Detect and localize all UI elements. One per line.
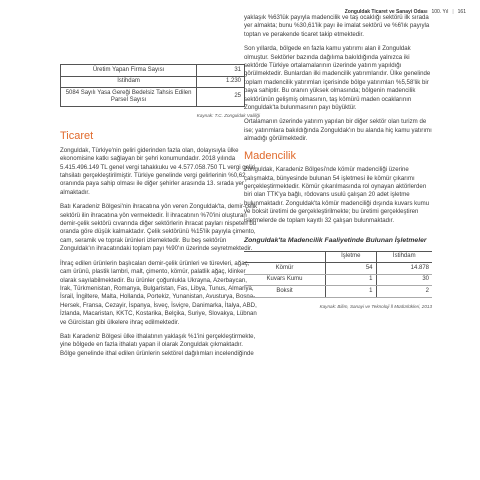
table-header: İstihdam [376, 251, 432, 263]
header-years: 100. Yıl [431, 9, 449, 15]
table-cell-employment: 14.878 [376, 263, 432, 275]
right-column [244, 14, 432, 323]
table-cell-value: 31 [197, 65, 245, 77]
table-cell-firms: 1 [326, 286, 377, 298]
table-row [244, 274, 432, 286]
table-cell-label: 5084 Sayılı Yasa Gereği Bedelsiz Tahsis Edilen Parsel Sayısı [61, 88, 197, 107]
table-cell-value: 25 [197, 88, 245, 107]
section-heading-ticaret: Ticaret [60, 130, 94, 143]
header-title: Zonguldak Ticaret ve Sanayi Odası [344, 9, 428, 15]
table-row [61, 76, 245, 88]
osb-stats-table [60, 64, 245, 107]
table-header: İşletme [326, 251, 377, 263]
paragraph: Zonguldak, Türkiye'nin geliri giderinden fazla olan, dolayısıyla ülke ekonomisine katkı sağlayan bir şehri konumundadır. 2018 yılında 5.415.496.149 TL genel vergi tahakkuku ve 4.577.058.750 TL vergi geliri tahsilatı gerçekleştirilmiştir. Türkiye genelinde vergi gelirlerinin %0,62 oranında paya sahip olması ile diğer şehirler arasında 13. sırada yer almaktadır. [60, 146, 256, 196]
table-row [244, 263, 432, 275]
left-column [60, 14, 260, 364]
table-header-row [244, 251, 432, 263]
table-cell-firms: 1 [326, 274, 377, 286]
table-header [244, 251, 326, 263]
paragraph: Batı Karadeniz Bölgesi'nin ihracatına yön veren Zonguldak'ta, demir-çelik sektörü ilin ihracatına yön vermektedir. İl ihracatının %70'ini oluşturan demir-çelik sektörü cıvarında diğer sektörlerin ihracat payları nispeten bu oranda göre düşük kalmaktadır. Çelik sektörünü %15'lik payıyla çimento, cam, seramik ve toprak ürünleri izlemektedir. Bu beş sektörün Zonguldak'ın ihracatındaki toplam payı %90'ın üzerinde seyretmektedir. [60, 203, 258, 253]
table-cell-employment: 2 [376, 286, 432, 298]
table-source: Kaynak: T.C. Zonguldak Valiliği [196, 113, 260, 118]
table-cell-name: Kömür [244, 263, 326, 275]
table-row [61, 88, 245, 107]
table-cell-name: Boksit [244, 286, 326, 298]
paragraph: Son yıllarda, bölgede en fazla kamu yatırımı alan il Zonguldak olmuştur. Sektörler bazında dağılıma bakıldığında yalnızca iki sektörde Türkiye ortalamalarının üzerinde yatırım yapıldığı görülmektedir. Bunlardan ilki madencilik yatırımlarıdır. Ülke genelinde toplam madencilik yatırımları içerisinde bölge yatırımları %5,58'lik bir paya sahiptir. Bu oranın yüksek olmasında; bölgenin madencilik sektörünün gelişmiş olmasının, taş kömürü maden ocaklarının Zonguldak'ta bulunmasının payı büyüktür. [244, 45, 431, 112]
table-cell-value: 1.230 [197, 76, 245, 88]
mining-table [244, 251, 432, 298]
table-row [244, 286, 432, 298]
mining-table-source: Kaynak: Bilim, Sanayi ve Teknoloji İl Müdürlükleri, 2013 [319, 303, 432, 309]
paragraph: yaklaşık %63'lük payıyla madencilik ve taş ocaklığı sektörü ilk sırada yer almakta; bunu %30,61'lik payı ile imalat sektörü ve %6'lık payıyla toptan ve perakende ticaret takip etmektedir. [244, 14, 430, 38]
section-heading-madencilik: Madencilik [244, 149, 296, 162]
header-separator: | [452, 9, 454, 15]
page-number: 161 [457, 9, 466, 15]
mining-table-title: Zonguldak'ta Madencilik Faaliyetinde Bulunan İşletmeler [244, 236, 427, 244]
paragraph: İhraç edilen ürünlerin başlıcaları demir-çelik ürünleri ve türevleri, ağaç, cam ürünü, plastik lambri, malt, çimento, kömür, palatlik ağaç, klinker olarak sayılabilmektedir. Bu ürünler çoğunlukla Ukrayna, Azerbaycan, Irak, Türkmenistan, Romanya, Bulgaristan, Fas, Libya, Tunus, Almanya, İsrail, İngiltere, Malta, Hollanda, Portekiz, Yunanistan, Avusturya, Bosna-Hersek, Fransa, Cezayir, İspanya, İsveç, İsviçre, Danimarka, İtalya, ABD, İzlanda, Macaristan, KKTC, Kostarika, Belçika, Suriye, Slovakya, Lübnan ve Gürcistan gibi ülkelere ihraç edilmektedir. [60, 259, 257, 326]
table-cell-name: Kuvars Kumu [244, 274, 326, 286]
table-row [61, 65, 245, 77]
table-cell-firms: 54 [326, 263, 377, 275]
table-cell-label: Üretim Yapan Firma Sayısı [61, 65, 197, 77]
paragraph: Batı Karadeniz Bölgesi ülke ithalatının yaklaşık %1'ini gerçekleştirmekte, yine bölgede en fazla ithalatı yapan il olarak Zonguldak çıkmaktadır. Bölge genelinde ithal edilen ürünlerin sektörel dağılımları incelendiğinde [60, 332, 256, 357]
table-cell-label: İstihdam [61, 76, 197, 88]
paragraph: Ortalamanın üzerinde yatırım yapılan bir diğer sektör olan turizm de ise; yatırımlara bakıldığında Zonguldak'ın bu alanda hiç kamu yatırımı almadığı görülmektedir. [244, 118, 432, 143]
table-cell-employment: 30 [376, 274, 432, 286]
paragraph: Zonguldak, Karadeniz Bölgesi'nde kömür madenciliği üzerine çalışmakta, bünyesinde bulunan 54 işletmesi ile kömür çıkarımı gerçekleştirmektedir. Kömür çıkarılmasında rol oynayan aktörlerden biri olan TTK'ya bağlı, rödovans usulü çalışan 20 adet işletme bulunmaktadır. Zonguldak'ta kömür madenciliği dışında kuvars kumu ve boksit üretimi de gerçekleştirilmekte; bu üretimi gerçekleştiren işletmelerde de toplam kayıtlı 32 çalışan bulunmaktadır. [244, 166, 430, 224]
